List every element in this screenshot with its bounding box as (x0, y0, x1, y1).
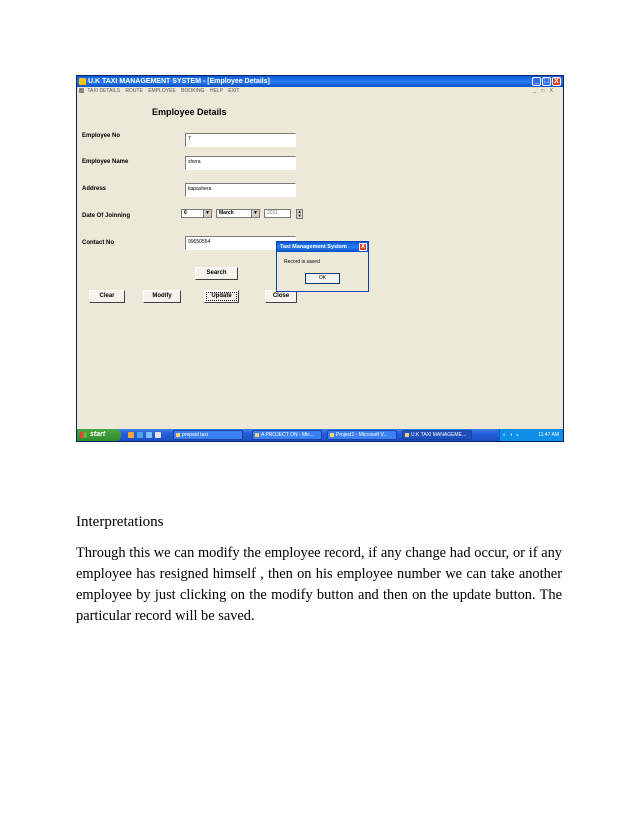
mdi-controls[interactable]: _ □ X (533, 88, 555, 94)
message-dialog (276, 241, 369, 292)
form-title: Employee Details (152, 107, 227, 117)
ok-button[interactable]: OK (305, 273, 340, 284)
close-window-button[interactable]: X (552, 77, 561, 86)
form-icon (79, 88, 84, 93)
month-select[interactable] (216, 209, 260, 218)
close-icon[interactable]: X (360, 244, 365, 250)
minimize-button[interactable]: _ (532, 77, 541, 86)
task-prepaid-taxi[interactable] (173, 430, 243, 440)
system-tray (499, 429, 563, 441)
day-select[interactable] (181, 209, 212, 218)
task-label: Project1 - Microsoft V... (336, 432, 388, 438)
year-input[interactable]: 2011 (264, 209, 291, 218)
address-label: Address (82, 186, 107, 192)
chevron-down-icon[interactable]: ▼ (203, 210, 211, 217)
task-label: A PROJECT ON - Mic... (261, 432, 314, 438)
dialog-message: Record is saved (284, 259, 320, 265)
modify-button[interactable]: Modify (143, 290, 181, 303)
window-title: U.K TAXI MANAGEMENT SYSTEM - [Employee Details] (88, 78, 270, 85)
interpretations-heading: Interpretations (76, 514, 164, 530)
folder-icon (176, 433, 180, 437)
title-bar (77, 76, 563, 87)
task-project-word[interactable] (252, 430, 322, 440)
task-project1-vb[interactable] (327, 430, 397, 440)
address-input[interactable]: kapashera (185, 183, 296, 197)
close-button[interactable]: Close (265, 290, 297, 303)
menu-exit[interactable]: EXIT (228, 88, 240, 94)
start-label: start (90, 431, 106, 438)
windows-logo-icon (80, 432, 87, 438)
menu-employee[interactable]: EMPLOYEE (148, 88, 176, 94)
interpretations-paragraph: Through this we can modify the employee record, if any change had occur, or if any employee has resigned himself , then on his employee number we can take another employee by just clicking on the modify button and then on the update button. The particular record will be saved. (76, 545, 562, 624)
vb-icon (330, 433, 334, 437)
task-uk-taxi[interactable] (402, 430, 472, 440)
date-of-joining-label: Date Of Joinning (82, 213, 130, 219)
employee-name-label: Employee Name (82, 159, 129, 165)
year-spinner[interactable]: ▲ ▼ (297, 209, 302, 218)
employee-name-input[interactable]: shera (185, 156, 296, 170)
menu-taxi-details[interactable]: TAXI DETAILS (87, 88, 120, 94)
taskbar (77, 429, 563, 441)
browser-icon[interactable] (146, 432, 152, 438)
menu-help[interactable]: HELP (209, 88, 223, 94)
clock: 11:47 AM (538, 432, 559, 438)
app-icon (405, 433, 409, 437)
app-icon (79, 78, 86, 85)
menu-route[interactable]: ROUTE (125, 88, 143, 94)
clear-button[interactable]: Clear (89, 290, 125, 303)
start-button[interactable] (77, 429, 121, 441)
document-icon (255, 433, 259, 437)
screenshot-window (76, 75, 564, 442)
day-value: 6 (184, 210, 187, 216)
dialog-title: Taxi Management System (277, 242, 368, 252)
quicklaunch-icon[interactable] (128, 432, 134, 438)
task-label: prepaid taxi (182, 432, 208, 438)
browser-icon[interactable] (137, 432, 143, 438)
menu-bar (77, 87, 563, 95)
update-button[interactable]: Update (204, 290, 239, 303)
contact-no-label: Contact No (82, 240, 114, 246)
maximize-button[interactable]: □ (542, 77, 551, 86)
task-label: U.K TAXI MANAGEME... (411, 432, 467, 438)
employee-no-label: Employee No (82, 133, 121, 139)
month-value: March (219, 210, 234, 216)
chevron-down-icon[interactable]: ▼ (251, 210, 259, 217)
search-button[interactable]: Search (195, 267, 238, 280)
employee-no-input[interactable]: 7 (185, 133, 296, 147)
contact-no-input[interactable]: 99650554 (185, 236, 296, 250)
tray-icons[interactable]: ◐ ◑ ◒ (503, 432, 520, 438)
media-icon[interactable] (155, 432, 161, 438)
menu-booking[interactable]: BOOKING (181, 88, 205, 94)
